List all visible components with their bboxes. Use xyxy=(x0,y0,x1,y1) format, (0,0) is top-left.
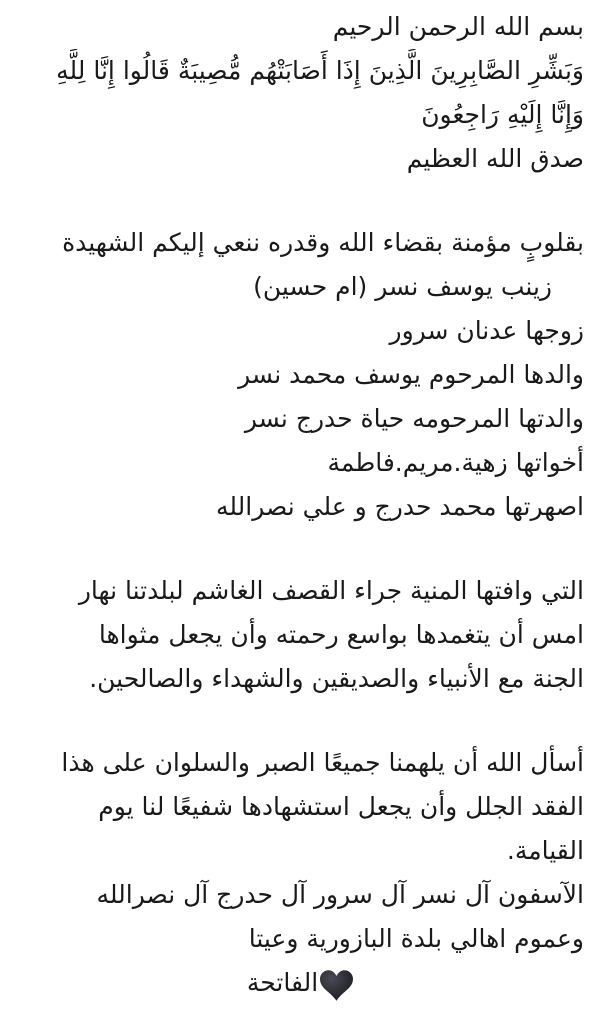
closing-paragraph xyxy=(16,741,584,1005)
brothers-in-law-line: اصهرتها محمد حدرج و علي نصرالله xyxy=(216,492,584,521)
fatiha-text: الفاتحة xyxy=(246,968,319,997)
prayer-line-2: الفقد الجلل وأن يجعل استشهادها شفيعًا لنا يوم xyxy=(98,792,584,821)
prayer-line-1: أسأل الله أن يلهمنا جميعًا الصبر والسلوان على هذا xyxy=(61,748,584,777)
black-heart-icon xyxy=(320,970,353,1001)
father-line: والدها المرحوم يوسف محمد نسر xyxy=(238,360,584,389)
prayer-line-3: القيامة. xyxy=(506,836,584,865)
mother-line: والدتها المرحومه حياة حدرج نسر xyxy=(244,404,584,433)
cause-line-1: التي وافتها المنية جراء القصف الغاشم لبلدتنا نهار xyxy=(78,576,584,605)
fatiha-line xyxy=(16,961,584,1005)
cause-line-3: الجنة مع الأنبياء والصديقين والشهداء والصالحين. xyxy=(89,664,584,693)
cause-of-death-paragraph xyxy=(16,569,584,701)
quran-opening-paragraph xyxy=(16,5,584,181)
husband-line: زوجها عدنان سرور xyxy=(389,316,584,345)
quran-verse-line: وَبَشِّرِ الصَّابِرِينَ الَّذِينَ إِذَا أَصَابَتْهُم مُّصِيبَةٌ قَالُوا إِنَّا لِلَّهِ xyxy=(56,56,584,85)
quran-verse-continuation-line: وَإِنَّا إِلَيْهِ رَاجِعُونَ xyxy=(421,100,584,129)
cause-line-2: امس أن يتغمدها بواسع رحمته وأن يجعل مثواها xyxy=(98,620,584,649)
announcement-paragraph xyxy=(16,221,584,529)
basmala-line: بسم الله الرحمن الرحيم xyxy=(332,12,584,41)
townspeople-line: وعموم اهالي بلدة البازورية وعيتا xyxy=(248,924,584,953)
deceased-name-line: زينب يوسف نسر (ام حسين) xyxy=(253,272,552,301)
sadaqa-allah-line: صدق الله العظيم xyxy=(406,144,584,173)
announcement-intro-line: بقلوبٍ مؤمنة بقضاء الله وقدره ننعي إليكم الشهيدة xyxy=(62,228,584,257)
mourners-line: الآسفون آل نسر آل سرور آل حدرج آل نصرالله xyxy=(96,880,584,909)
sisters-line: أخواتها زهية.مريم.فاطمة xyxy=(327,448,584,477)
